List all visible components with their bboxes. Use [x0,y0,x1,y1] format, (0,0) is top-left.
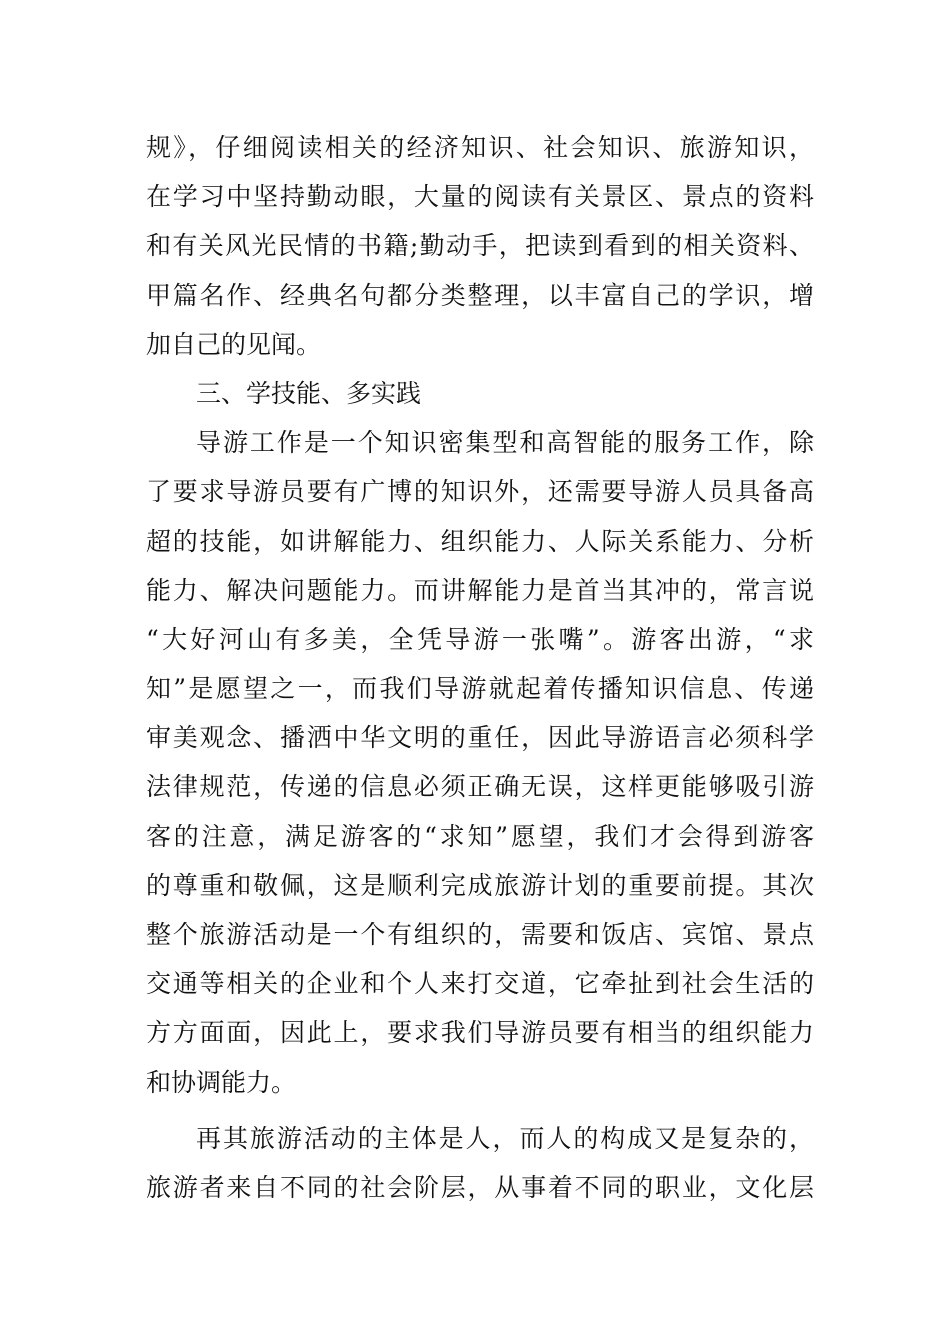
text-line: 加自己的见闻。 [146,329,322,359]
text-line: 超的技能，如讲解能力、组织能力、人际关系能力、分析 [146,526,814,556]
text-line: 交通等相关的企业和个人来打交道，它牵扯到社会生活的 [146,969,814,999]
text-line: 知”是愿望之一，而我们导游就起着传播知识信息、传递 [146,674,814,704]
text-line: 旅游者来自不同的社会阶层，从事着不同的职业，文化层 [146,1172,814,1202]
text-line: 和有关风光民情的书籍;勤动手，把读到看到的相关资料、 [146,231,814,261]
text-line: 在学习中坚持勤动眼，大量的阅读有关景区、景点的资料 [146,182,814,212]
document-page [146,123,814,1212]
heading-line: 三、学技能、多实践 [196,378,422,408]
text-line: 审美观念、播洒中华文明的重任，因此导游语言必须科学 [146,723,814,753]
text-line: 能力、解决问题能力。而讲解能力是首当其冲的，常言说 [146,575,814,605]
text-line: 导游工作是一个知识密集型和高智能的服务工作，除 [196,428,814,458]
paragraph-1 [146,123,814,369]
section-heading [146,369,814,418]
paragraph-2 [146,418,814,1107]
text-line: 甲篇名作、经典名句都分类整理，以丰富自己的学识，增 [146,280,814,310]
text-line: 法律规范，传递的信息必须正确无误，这样更能够吸引游 [146,772,814,802]
text-line: 和协调能力。 [146,1067,297,1097]
text-line: 方方面面，因此上，要求我们导游员要有相当的组织能力 [146,1018,814,1048]
text-line: 整个旅游活动是一个有组织的，需要和饭店、宾馆、景点 [146,920,814,949]
paragraph-3 [146,1114,814,1212]
text-line: 再其旅游活动的主体是人，而人的构成又是复杂的， [196,1123,814,1153]
text-line: 客的注意，满足游客的“求知”愿望，我们才会得到游客 [146,821,814,851]
text-line: “大好河山有多美，全凭导游一张嘴”。游客出游，“求 [146,624,814,654]
text-line: 的尊重和敬佩，这是顺利完成旅游计划的重要前提。其次 [146,870,814,900]
text-line: 了要求导游员要有广博的知识外，还需要导游人员具备高 [146,477,814,507]
text-line: 规》，仔细阅读相关的经济知识、社会知识、旅游知识， [146,133,814,162]
